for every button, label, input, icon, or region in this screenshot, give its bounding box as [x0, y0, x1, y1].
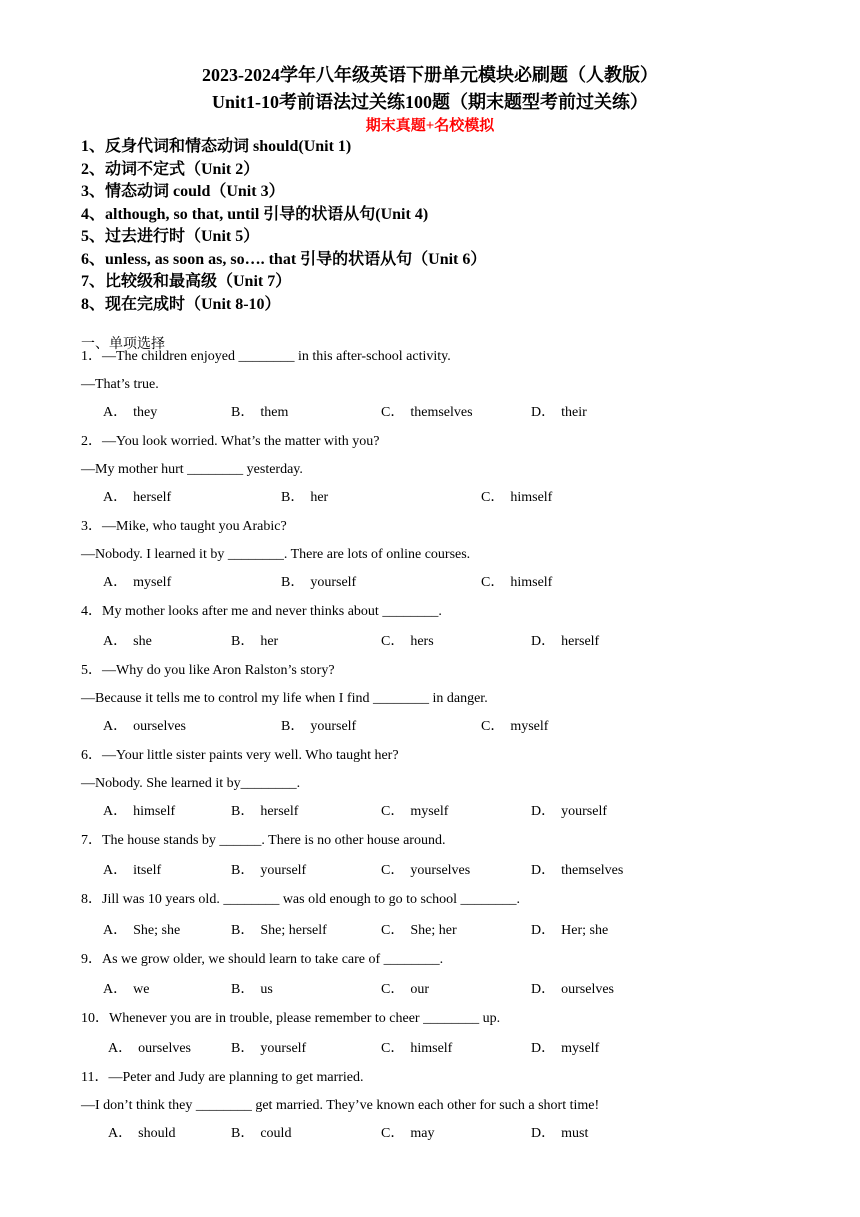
- option-text: themselves: [561, 863, 624, 878]
- answer-option[interactable]: [231, 862, 306, 880]
- option-text: yourself: [310, 575, 357, 590]
- section-heading: 一、单项选择: [81, 337, 165, 352]
- grammar-topic-list: [81, 136, 486, 316]
- option-text: their: [561, 405, 587, 420]
- option-letter: A．: [103, 923, 128, 938]
- option-text: her: [260, 634, 279, 649]
- answer-option[interactable]: [108, 1040, 191, 1058]
- answer-option[interactable]: [381, 922, 457, 940]
- option-letter: C．: [381, 804, 405, 819]
- answer-option[interactable]: [531, 1125, 588, 1143]
- document-title: 2023-2024学年八年级英语下册单元模块必刷题（人教版）: [202, 65, 658, 85]
- option-text: her: [310, 490, 329, 505]
- option-text: they: [133, 405, 158, 420]
- option-text: ourselves: [133, 719, 187, 734]
- answer-option[interactable]: [531, 633, 599, 651]
- question-stem: 9．As we grow older, we should learn to take care of ________.: [81, 952, 444, 967]
- answer-option[interactable]: [231, 1040, 306, 1058]
- answer-option[interactable]: [481, 574, 552, 592]
- option-text: herself: [260, 804, 299, 819]
- topic-item: 7、比较级和最高级（Unit 7）: [81, 273, 292, 290]
- option-text: himself: [410, 1041, 453, 1056]
- option-letter: C．: [481, 575, 505, 590]
- answer-option[interactable]: [481, 489, 552, 507]
- answer-option[interactable]: [381, 803, 448, 821]
- option-letter: A．: [103, 719, 128, 734]
- answer-options: [0, 981, 860, 999]
- option-text: hers: [410, 634, 434, 649]
- answer-option[interactable]: [381, 404, 473, 422]
- option-letter: B．: [281, 719, 305, 734]
- option-letter: D．: [531, 634, 556, 649]
- answer-option[interactable]: [103, 862, 161, 880]
- option-text: himself: [133, 804, 176, 819]
- question-stem: 8．Jill was 10 years old. ________ was old enough to go to school ________.: [81, 892, 521, 907]
- answer-option[interactable]: [231, 1125, 291, 1143]
- option-letter: D．: [531, 923, 556, 938]
- option-text: itself: [133, 863, 162, 878]
- answer-option[interactable]: [531, 862, 623, 880]
- question-stem: 3．—Mike, who taught you Arabic?: [81, 519, 287, 534]
- option-text: our: [410, 982, 430, 997]
- option-letter: A．: [103, 982, 128, 997]
- option-text: ourselves: [138, 1041, 192, 1056]
- option-text: She; she: [133, 923, 181, 938]
- option-text: must: [561, 1126, 589, 1141]
- option-letter: B．: [281, 490, 305, 505]
- answer-option[interactable]: [281, 574, 356, 592]
- answer-option[interactable]: [531, 1040, 599, 1058]
- answer-option[interactable]: [103, 489, 171, 507]
- answer-option[interactable]: [231, 922, 327, 940]
- option-text: herself: [133, 490, 172, 505]
- answer-options: [0, 862, 860, 880]
- option-letter: A．: [103, 634, 128, 649]
- answer-options: [0, 803, 860, 821]
- answer-option[interactable]: [103, 574, 171, 592]
- question-stem: 4．My mother looks after me and never thinks about ________.: [81, 604, 442, 619]
- option-letter: C．: [381, 405, 405, 420]
- question-stem: 5．—Why do you like Aron Ralston’s story?: [81, 663, 335, 678]
- answer-options: [0, 574, 860, 592]
- answer-options: [0, 922, 860, 940]
- answer-options: [0, 404, 860, 422]
- topic-item: 4、although, so that, until 引导的状语从句(Unit 4): [81, 205, 429, 223]
- option-letter: B．: [231, 1126, 255, 1141]
- option-letter: C．: [381, 863, 405, 878]
- option-letter: A．: [103, 863, 128, 878]
- option-text: myself: [510, 719, 549, 734]
- option-letter: B．: [281, 575, 305, 590]
- answer-option[interactable]: [281, 718, 356, 736]
- question-line: —Because it tells me to control my life when I find ________ in danger.: [81, 691, 488, 706]
- option-letter: A．: [103, 804, 128, 819]
- option-letter: B．: [231, 405, 255, 420]
- option-letter: C．: [381, 982, 405, 997]
- answer-options: [0, 718, 860, 736]
- option-letter: D．: [531, 804, 556, 819]
- answer-option[interactable]: [381, 1125, 434, 1143]
- answer-option[interactable]: [381, 1040, 452, 1058]
- answer-options: [0, 489, 860, 507]
- option-letter: A．: [103, 405, 128, 420]
- question-line: —That’s true.: [81, 377, 159, 392]
- answer-option[interactable]: [103, 803, 175, 821]
- option-text: should: [138, 1126, 176, 1141]
- option-letter: B．: [231, 804, 255, 819]
- option-letter: C．: [481, 719, 505, 734]
- option-text: could: [260, 1126, 292, 1141]
- answer-option[interactable]: [108, 1125, 175, 1143]
- option-letter: C．: [381, 1041, 405, 1056]
- question-stem: 1．—The children enjoyed ________ in this after-school activity.: [81, 349, 451, 364]
- option-text: them: [260, 405, 289, 420]
- option-letter: C．: [381, 923, 405, 938]
- option-text: yourself: [310, 719, 357, 734]
- question-stem: 11．—Peter and Judy are planning to get married.: [81, 1070, 364, 1085]
- option-letter: A．: [103, 575, 128, 590]
- option-letter: A．: [108, 1041, 133, 1056]
- document-tagline: 期末真题+名校模拟: [365, 118, 495, 134]
- option-text: Her; she: [561, 923, 609, 938]
- answer-option[interactable]: [103, 633, 152, 651]
- question-line: —Nobody. I learned it by ________. There are lots of online courses.: [81, 547, 471, 562]
- option-text: yourself: [561, 804, 608, 819]
- option-text: herself: [561, 634, 600, 649]
- option-text: themselves: [410, 405, 473, 420]
- question-stem: 10．Whenever you are in trouble, please remember to cheer ________ up.: [81, 1011, 501, 1026]
- topic-item: 6、unless, as soon as, so…. that 引导的状语从句（Unit 6）: [81, 250, 487, 268]
- answer-option[interactable]: [103, 981, 149, 999]
- answer-option[interactable]: [231, 803, 298, 821]
- answer-option[interactable]: [481, 718, 548, 736]
- option-letter: A．: [103, 490, 128, 505]
- option-text: She; her: [410, 923, 457, 938]
- option-letter: B．: [231, 634, 255, 649]
- answer-options: [0, 1125, 860, 1143]
- option-letter: D．: [531, 863, 556, 878]
- option-letter: D．: [531, 405, 556, 420]
- answer-option[interactable]: [281, 489, 328, 507]
- question-stem: 2．—You look worried. What’s the matter with you?: [81, 434, 380, 449]
- question-stem: 6．—Your little sister paints very well. Who taught her?: [81, 748, 399, 763]
- answer-option[interactable]: [531, 404, 587, 422]
- topic-item: 8、现在完成时（Unit 8-10）: [81, 295, 281, 313]
- option-text: may: [410, 1126, 435, 1141]
- option-text: myself: [133, 575, 172, 590]
- option-letter: C．: [381, 1126, 405, 1141]
- topic-item: 3、情态动词 could（Unit 3）: [81, 183, 285, 200]
- answer-option[interactable]: [381, 862, 470, 880]
- option-text: himself: [510, 575, 553, 590]
- topic-item: 5、过去进行时（Unit 5）: [81, 228, 260, 245]
- option-text: yourself: [260, 1041, 307, 1056]
- option-text: us: [260, 982, 273, 997]
- option-text: ourselves: [561, 982, 615, 997]
- answer-option[interactable]: [103, 718, 186, 736]
- option-letter: A．: [108, 1126, 133, 1141]
- option-text: myself: [561, 1041, 600, 1056]
- answer-option[interactable]: [231, 981, 273, 999]
- answer-option[interactable]: [103, 922, 180, 940]
- question-line: —My mother hurt ________ yesterday.: [81, 462, 303, 477]
- option-letter: B．: [231, 923, 255, 938]
- answer-option[interactable]: [531, 981, 614, 999]
- option-letter: C．: [481, 490, 505, 505]
- answer-option[interactable]: [381, 981, 429, 999]
- answer-option[interactable]: [381, 633, 434, 651]
- option-letter: D．: [531, 982, 556, 997]
- option-letter: B．: [231, 982, 255, 997]
- option-text: myself: [410, 804, 449, 819]
- option-text: himself: [510, 490, 553, 505]
- option-text: yourself: [260, 863, 307, 878]
- option-letter: B．: [231, 1041, 255, 1056]
- topic-item: 1、反身代词和情态动词 should(Unit 1): [81, 138, 352, 155]
- answer-option[interactable]: [231, 404, 288, 422]
- answer-option[interactable]: [231, 633, 278, 651]
- answer-option[interactable]: [103, 404, 157, 422]
- option-text: we: [133, 982, 150, 997]
- answer-options: [0, 1040, 860, 1058]
- answer-option[interactable]: [531, 803, 607, 821]
- question-line: —Nobody. She learned it by________.: [81, 776, 301, 791]
- question-stem: 7．The house stands by ______. There is no other house around.: [81, 833, 446, 848]
- question-line: —I don’t think they ________ get married. They’ve known each other for such a short time!: [81, 1098, 600, 1113]
- option-text: yourselves: [410, 863, 471, 878]
- option-text: She; herself: [260, 923, 327, 938]
- answer-options: [0, 633, 860, 651]
- option-letter: B．: [231, 863, 255, 878]
- option-letter: C．: [381, 634, 405, 649]
- option-letter: D．: [531, 1041, 556, 1056]
- option-text: she: [133, 634, 152, 649]
- topic-item: 2、动词不定式（Unit 2）: [81, 160, 260, 178]
- document-subtitle-unit: Unit1-10考前语法过关练100题（期末题型考前过关练）: [212, 92, 648, 112]
- answer-option[interactable]: [531, 922, 608, 940]
- option-letter: D．: [531, 1126, 556, 1141]
